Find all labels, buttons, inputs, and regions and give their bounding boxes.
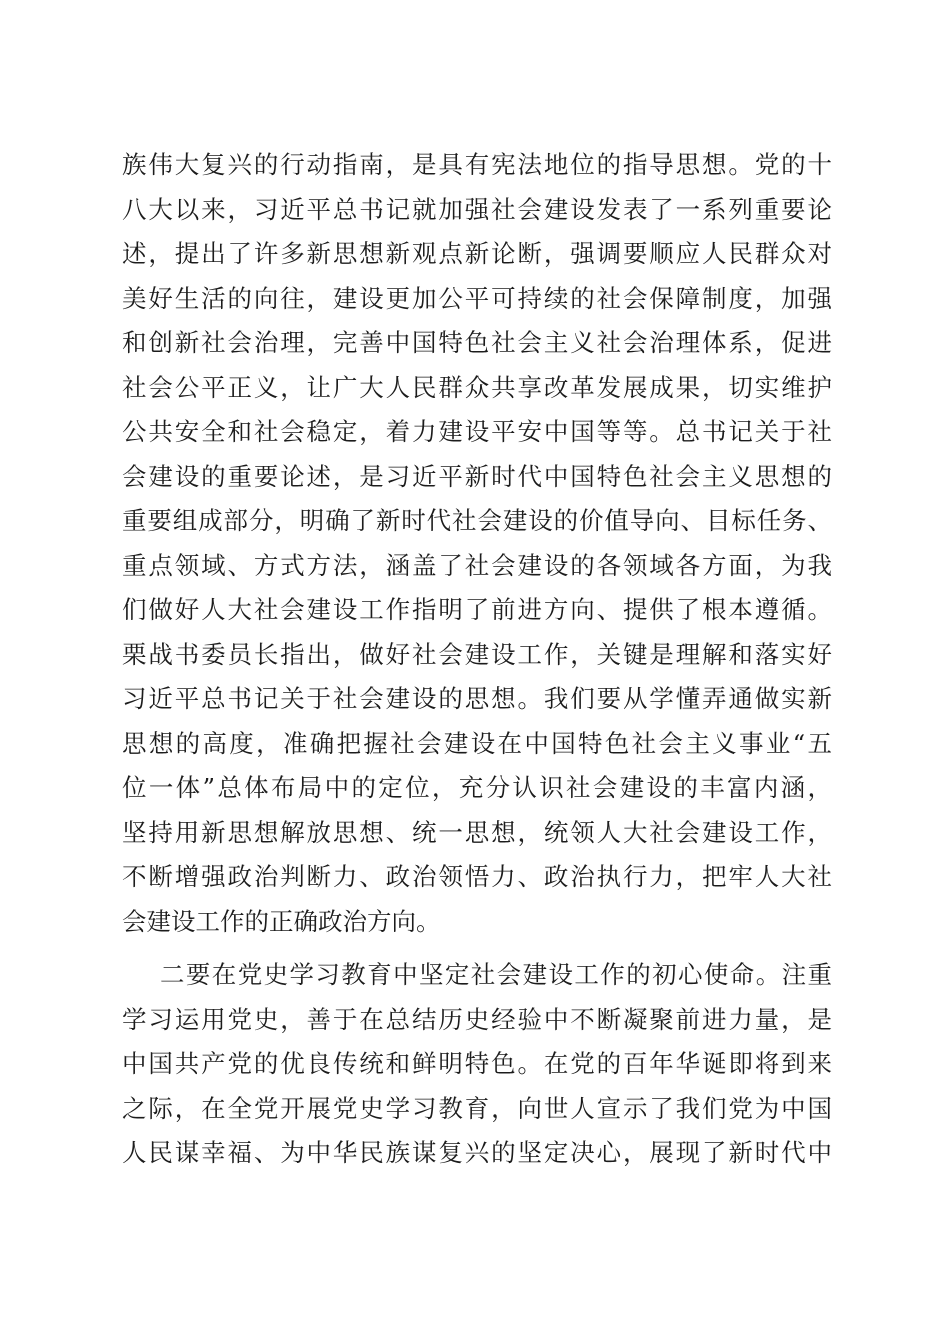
text-line: 公共安全和社会稳定，着力建设平安中国等等。总书记关于社: [122, 417, 832, 446]
text-line: 族伟大复兴的行动指南，是具有宪法地位的指导思想。党的十: [122, 150, 832, 179]
text-line: 位一体”总体布局中的定位，充分认识社会建设的丰富内涵，: [122, 773, 832, 802]
text-line: 重要组成部分，明确了新时代社会建设的价值导向、目标任务、: [122, 506, 832, 535]
text-line: 之际，在全党开展党史学习教育，向世人宣示了我们党为中国: [122, 1093, 832, 1123]
text-line: 们做好人大社会建设工作指明了前进方向、提供了根本遵循。: [122, 595, 832, 624]
text-line: 不断增强政治判断力、政治领悟力、政治执行力，把牢人大社: [122, 862, 832, 891]
text-line: 述，提出了许多新思想新观点新论断，强调要顺应人民群众对: [122, 239, 832, 268]
paragraph-1: [122, 143, 832, 944]
text-line: 学习运用党史，善于在总结历史经验中不断凝聚前进力量，是: [122, 1004, 832, 1034]
text-line: 八大以来，习近平总书记就加强社会建设发表了一系列重要论: [122, 194, 832, 224]
text-line: 会建设的重要论述，是习近平新时代中国特色社会主义思想的: [122, 461, 832, 491]
text-line: 会建设工作的正确政治方向。: [122, 906, 441, 936]
text-line: 社会公平正义，让广大人民群众共享改革发展成果，切实维护: [122, 372, 832, 402]
text-line: 美好生活的向往，建设更加公平可持续的社会保障制度，加强: [122, 283, 832, 313]
document-body: [122, 143, 832, 1176]
text-line: 思想的高度，准确把握社会建设在中国特色社会主义事业“五: [122, 728, 832, 758]
text-line: 中国共产党的优良传统和鲜明特色。在党的百年华诞即将到来: [122, 1049, 832, 1078]
paragraph-spacer: [122, 944, 832, 953]
paragraph-2: [122, 953, 832, 1176]
text-line: 坚持用新思想解放思想、统一思想，统领人大社会建设工作，: [122, 817, 832, 847]
text-line: 二要在党史学习教育中坚定社会建设工作的初心使命。注重: [160, 960, 832, 989]
text-line: 重点领域、方式方法，涵盖了社会建设的各领域各方面，为我: [122, 550, 832, 580]
text-line: 习近平总书记关于社会建设的思想。我们要从学懂弄通做实新: [122, 684, 832, 713]
text-line: 人民谋幸福、为中华民族谋复兴的坚定决心，展现了新时代中: [122, 1138, 832, 1167]
text-line: 和创新社会治理，完善中国特色社会主义社会治理体系，促进: [122, 328, 832, 357]
text-line: 栗战书委员长指出，做好社会建设工作，关键是理解和落实好: [122, 639, 832, 669]
